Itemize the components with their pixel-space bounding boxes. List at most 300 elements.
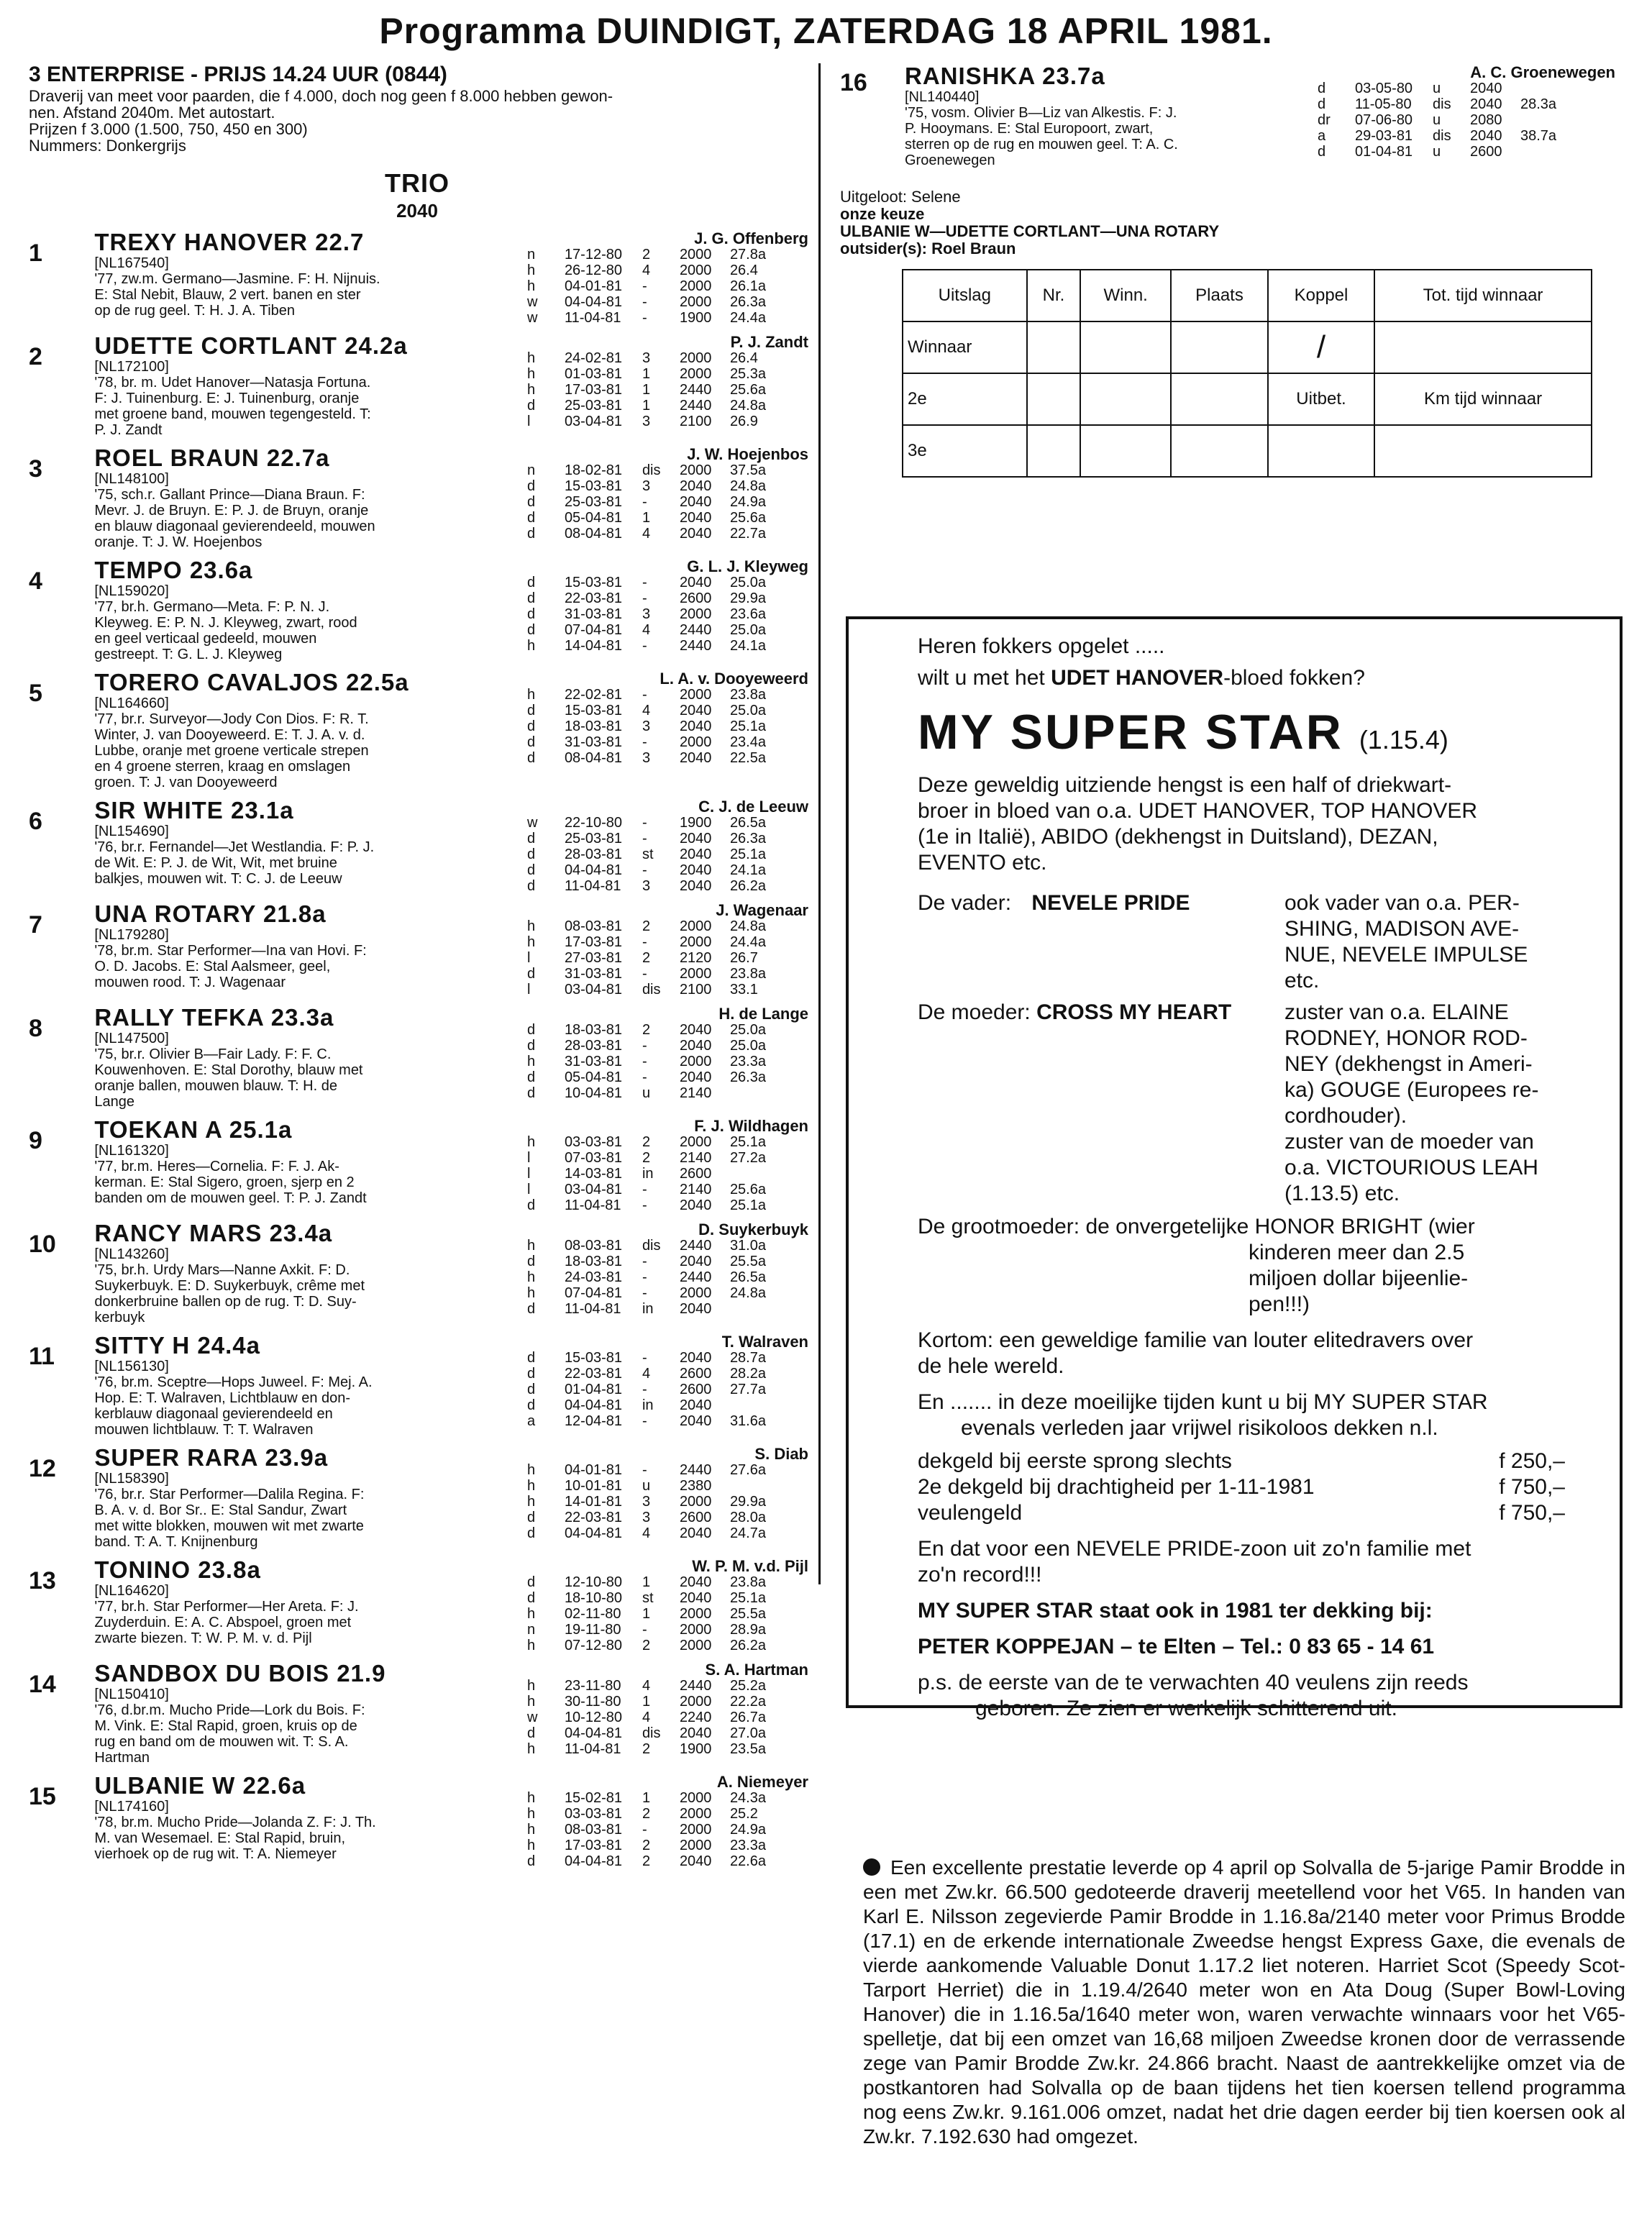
horse-entry xyxy=(29,901,813,998)
result-header-cell: Nr. xyxy=(1027,270,1081,321)
stud-advertisement xyxy=(846,616,1623,1720)
result-track: h xyxy=(526,1678,536,1694)
dam-line: ka) GOUGE (Europees re- xyxy=(1284,1078,1539,1102)
result-date: 30-11-80 xyxy=(564,1694,621,1710)
result-date: 18-03-81 xyxy=(564,1254,622,1269)
horse-number: 6 xyxy=(29,808,42,835)
result-line xyxy=(527,982,813,998)
result-line xyxy=(527,831,813,847)
horse-driver: G. L. J. Kleyweg xyxy=(687,557,808,575)
result-distance: 2000 xyxy=(679,1494,712,1510)
result-distance: 2000 xyxy=(679,1606,712,1622)
result-distance: 2040 xyxy=(679,494,712,510)
result-position: - xyxy=(642,1382,647,1397)
horse-name: ULBANIE W 22.6a xyxy=(94,1772,306,1799)
ad-headline: Heren fokkers opgelet ..... xyxy=(918,634,1165,658)
ad-dam xyxy=(918,1000,1598,1207)
result-track: d xyxy=(526,575,536,590)
result-date: 22-10-80 xyxy=(564,815,622,831)
horse-name: RALLY TEFKA 23.3a xyxy=(94,1004,334,1031)
result-track: a xyxy=(1318,128,1326,144)
result-distance: 2600 xyxy=(679,590,712,606)
result-line xyxy=(527,526,813,542)
horse-entry xyxy=(29,1005,813,1110)
result-distance: 2040 xyxy=(679,1590,712,1606)
result-line xyxy=(527,1366,813,1382)
result-track: d xyxy=(526,718,536,734)
result-time: 25.1a xyxy=(729,718,766,734)
result-line xyxy=(527,294,813,310)
result-date: 26-12-80 xyxy=(564,263,622,278)
horse-line: Kouwenhoven. E: Stal Dorothy, blauw met xyxy=(94,1062,363,1078)
result-track: n xyxy=(526,247,536,263)
horse-line: '78, br. m. Udet Hanover—Natasja Fortuna. xyxy=(94,375,371,391)
result-position: 2 xyxy=(642,1853,651,1869)
result-date: 27-03-81 xyxy=(564,950,622,966)
result-track: d xyxy=(526,1574,536,1590)
result-distance: 2000 xyxy=(679,366,712,382)
result-date: 31-03-81 xyxy=(564,1054,622,1069)
horse-line: balkjes, mouwen wit. T: C. J. de Leeuw xyxy=(94,871,342,887)
result-line xyxy=(527,414,813,429)
result-time: 25.1a xyxy=(729,1590,766,1606)
result-date: 18-03-81 xyxy=(564,1022,622,1038)
horse-line: rug en band om de mouwen wit. T: S. A. xyxy=(94,1734,349,1750)
result-time: 24.7a xyxy=(729,1525,766,1541)
result-date: 04-04-81 xyxy=(564,1853,622,1869)
horse-line: met groene band, mouwen tegengesteld. T: xyxy=(94,406,371,422)
horse-line: Kleyweg. E: P. N. J. Kleyweg, zwart, rood xyxy=(94,615,357,631)
sire-label: De vader: xyxy=(918,891,1012,915)
result-date: 04-04-81 xyxy=(564,1725,622,1741)
result-date: 31-03-81 xyxy=(564,966,622,982)
horse-name: RANCY MARS 23.4a xyxy=(94,1220,333,1246)
result-position: - xyxy=(642,1269,647,1285)
result-cell xyxy=(1171,373,1268,425)
result-date: 25-03-81 xyxy=(564,831,622,847)
result-line xyxy=(527,1590,813,1606)
result-line xyxy=(527,622,813,638)
result-cell xyxy=(1268,425,1374,477)
granddam-line: kinderen meer dan 2.5 xyxy=(1249,1241,1465,1264)
result-date: 01-04-81 xyxy=(1355,144,1413,160)
result-line xyxy=(527,590,813,606)
result-track: h xyxy=(526,263,536,278)
horse-number: 12 xyxy=(29,1455,56,1482)
horse-line: [NL147500] xyxy=(94,1031,169,1046)
result-position: - xyxy=(642,278,647,294)
horse-list xyxy=(29,229,813,1869)
result-track: h xyxy=(526,1806,536,1822)
result-time: 26.4 xyxy=(729,350,758,366)
result-position: u xyxy=(1433,144,1441,160)
result-position: in xyxy=(642,1166,654,1182)
result-time: 27.6a xyxy=(729,1462,766,1478)
result-time: 28.0a xyxy=(729,1510,766,1525)
result-position: - xyxy=(642,1622,647,1638)
result-date: 05-04-81 xyxy=(564,1069,622,1085)
stallion-name: MY SUPER STAR xyxy=(918,705,1343,759)
price-value: f 250,– xyxy=(1499,1449,1565,1473)
horse-line: zwarte biezen. T: W. P. M. v. d. Pijl xyxy=(94,1630,312,1646)
result-time: 26.1a xyxy=(729,278,766,294)
result-track: h xyxy=(526,366,536,382)
result-time: 31.6a xyxy=(729,1413,766,1429)
result-line xyxy=(527,494,813,510)
result-line xyxy=(527,918,813,934)
horse-line: de Wit. E: P. J. de Wit, Wit, met bruine xyxy=(94,855,337,871)
result-track: h xyxy=(526,1478,536,1494)
sire-name: NEVELE PRIDE xyxy=(1031,891,1190,915)
ad-question-part: -bloed fokken? xyxy=(1223,666,1365,690)
result-date: 23-11-80 xyxy=(564,1678,621,1694)
result-time xyxy=(1520,81,1585,96)
result-date: 12-10-80 xyxy=(564,1574,622,1590)
page-title: Programma DUINDIGT, ZATERDAG 18 APRIL 1981. xyxy=(379,11,1273,51)
result-row-label: 3e xyxy=(903,425,1027,477)
result-track: n xyxy=(526,1622,536,1638)
result-distance: 2040 xyxy=(679,1197,712,1213)
horse-line: '77, zw.m. Germano—Jasmine. F: H. Nijnuis. xyxy=(94,271,380,287)
result-position: - xyxy=(642,1254,647,1269)
column-divider xyxy=(818,63,821,1584)
horse-details xyxy=(94,1005,523,1110)
result-header-cell: Plaats xyxy=(1171,270,1268,321)
result-position: 4 xyxy=(642,1710,651,1725)
result-position: 4 xyxy=(642,622,651,638)
result-time: 25.2 xyxy=(729,1806,758,1822)
horse-entry xyxy=(29,1773,813,1869)
result-line xyxy=(527,750,813,766)
result-track: d xyxy=(526,831,536,847)
result-date: 07-12-80 xyxy=(564,1638,622,1653)
horse-line: '77, br.m. Heres—Cornelia. F: F. J. Ak- xyxy=(94,1159,339,1174)
result-date: 11-04-81 xyxy=(564,1301,621,1317)
horse-driver: T. Walraven xyxy=(721,1333,808,1351)
result-date: 14-01-81 xyxy=(564,1494,622,1510)
result-position: 3 xyxy=(642,1494,651,1510)
result-date: 15-03-81 xyxy=(564,575,622,590)
result-distance: 2040 xyxy=(679,510,712,526)
horse-line: [NL164660] xyxy=(94,695,169,711)
result-line xyxy=(527,687,813,703)
result-time: 26.2a xyxy=(729,1638,766,1653)
result-time: 22.5a xyxy=(729,750,766,766)
horse-name: SIR WHITE 23.1a xyxy=(94,797,294,823)
result-header-cell: Uitslag xyxy=(903,270,1027,321)
result-cell xyxy=(1027,321,1081,373)
ad-question-horse: UDET HANOVER xyxy=(1051,666,1224,690)
result-distance: 2000 xyxy=(679,918,712,934)
horse-entry-16 xyxy=(840,63,1624,168)
result-time: 23.8a xyxy=(729,1574,766,1590)
result-position: - xyxy=(642,966,647,982)
result-time xyxy=(1520,112,1585,128)
horse-details xyxy=(94,557,523,662)
result-date: 28-03-81 xyxy=(564,847,622,862)
result-position: - xyxy=(642,1182,647,1197)
horse-name: TREXY HANOVER 22.7 xyxy=(94,229,365,255)
result-position: 3 xyxy=(642,878,651,894)
dam-label: De moeder: xyxy=(918,1000,1031,1024)
horse-line: en blauw diagonaal gevierendeeld, mouwen xyxy=(94,519,375,534)
result-position: 3 xyxy=(642,1510,651,1525)
result-position: 4 xyxy=(642,526,651,542)
ad-offer: En ....... in deze moeilijke tijden kunt u bij MY SUPER STAR xyxy=(918,1390,1488,1414)
ad-standing: MY SUPER STAR staat ook in 1981 ter dekking bij: xyxy=(918,1599,1433,1623)
result-track: d xyxy=(526,494,536,510)
result-date: 08-03-81 xyxy=(564,1822,622,1838)
result-track: d xyxy=(526,1301,536,1317)
race-desc-line: Draverij van meet voor paarden, die f 4.000, doch nog geen f 8.000 hebben gewon- xyxy=(29,87,613,105)
horse-line: banden om de mouwen geel. T: P. J. Zandt xyxy=(94,1190,367,1206)
result-distance: 2440 xyxy=(679,382,712,398)
result-time xyxy=(730,1085,795,1101)
result-date: 11-04-81 xyxy=(564,1197,621,1213)
result-time: 23.6a xyxy=(729,606,766,622)
result-distance: 2040 xyxy=(679,847,712,862)
result-distance: 2000 xyxy=(679,247,712,263)
result-line xyxy=(527,878,813,894)
result-position: 2 xyxy=(642,1150,651,1166)
sire-line: ook vader van o.a. PER- xyxy=(1284,891,1520,915)
sire-line: NUE, NEVELE IMPULSE xyxy=(1284,943,1528,967)
result-position: 2 xyxy=(642,1022,651,1038)
result-distance: 2040 xyxy=(679,1254,712,1269)
result-time: 26.2a xyxy=(729,878,766,894)
result-distance: 2000 xyxy=(679,1285,712,1301)
horse-line: '75, br.r. Olivier B—Fair Lady. F: F. C. xyxy=(94,1046,332,1062)
result-track: d xyxy=(526,622,536,638)
result-distance: 2080 xyxy=(1470,112,1502,128)
result-time: 25.6a xyxy=(729,510,766,526)
result-track: d xyxy=(526,847,536,862)
result-line xyxy=(527,1494,813,1510)
result-line xyxy=(527,1085,813,1101)
result-date: 08-04-81 xyxy=(564,750,622,766)
horse-details xyxy=(94,798,523,894)
result-track: d xyxy=(526,526,536,542)
result-position: st xyxy=(642,1590,654,1606)
result-distance: 1900 xyxy=(679,815,712,831)
keuze-line: ULBANIE W—UDETTE CORTLANT—UNA ROTARY xyxy=(840,222,1220,240)
horse-entry xyxy=(29,557,813,662)
result-line xyxy=(527,575,813,590)
result-track: h xyxy=(526,687,536,703)
result-line xyxy=(527,1413,813,1429)
result-position: - xyxy=(642,294,647,310)
result-track: h xyxy=(526,1638,536,1653)
horse-results xyxy=(527,901,813,998)
granddam-line: miljoen dollar bijeenlie- xyxy=(1249,1267,1469,1290)
result-track: h xyxy=(526,1694,536,1710)
result-position: 1 xyxy=(642,398,651,414)
horse-line: Hartman xyxy=(94,1750,150,1766)
horse-line: [NL174160] xyxy=(94,1799,169,1815)
result-position: 2 xyxy=(642,1134,651,1150)
result-line xyxy=(527,815,813,831)
result-line xyxy=(527,1054,813,1069)
horse-driver: L. A. v. Dooyeweerd xyxy=(660,670,808,688)
result-track: d xyxy=(526,1022,536,1038)
horse-line: [NL150410] xyxy=(94,1687,169,1702)
result-time: 22.6a xyxy=(729,1853,766,1869)
result-track: h xyxy=(526,278,536,294)
result-position: 1 xyxy=(642,1574,651,1590)
result-time: 24.4a xyxy=(729,310,766,326)
result-date: 03-04-81 xyxy=(564,1182,622,1197)
result-distance: 2100 xyxy=(679,414,712,429)
result-line xyxy=(527,1269,813,1285)
result-table xyxy=(902,269,1592,478)
result-position: - xyxy=(642,494,647,510)
result-line xyxy=(527,1382,813,1397)
result-position: - xyxy=(642,1350,647,1366)
result-time: 23.8a xyxy=(729,966,766,982)
horse-line: O. D. Jacobs. E: Stal Aalsmeer, geel, xyxy=(94,959,331,975)
sire-label-block xyxy=(918,890,1284,994)
horse-entry xyxy=(29,1333,813,1438)
result-position: 2 xyxy=(642,1638,651,1653)
result-date: 19-11-80 xyxy=(564,1622,621,1638)
horse-results xyxy=(527,1117,813,1213)
result-track: h xyxy=(526,1741,536,1757)
result-distance: 2040 xyxy=(679,703,712,718)
horse-line: donkerbruine ballen op de rug. T: D. Suy- xyxy=(94,1294,357,1310)
result-track: d xyxy=(526,1725,536,1741)
race-prizes: Prijzen f 3.000 (1.500, 750, 450 en 300) xyxy=(29,120,308,138)
result-position: - xyxy=(642,575,647,590)
result-distance: 2000 xyxy=(679,350,712,366)
result-track: d xyxy=(526,862,536,878)
horse-line: oranje ballen, mouwen blauw. T: H. de xyxy=(94,1078,337,1094)
result-distance: 2040 xyxy=(679,1574,712,1590)
price-label: 2e dekgeld bij drachtigheid per 1-11-1981 xyxy=(918,1475,1315,1499)
result-line xyxy=(527,1853,813,1869)
result-position: - xyxy=(642,1197,647,1213)
horse-line: Lange xyxy=(94,1094,134,1110)
horse-name: UDETTE CORTLANT 24.2a xyxy=(94,332,408,359)
result-line xyxy=(527,1574,813,1590)
result-time: 22.2a xyxy=(729,1694,766,1710)
price-label: veulengeld xyxy=(918,1501,1023,1525)
dam-line: zuster van o.a. ELAINE xyxy=(1284,1000,1509,1024)
ad-question-part: wilt u met het xyxy=(918,666,1051,690)
right-column xyxy=(840,63,1624,478)
horse-line: M. Vink. E: Stal Rapid, groen, kruis op de xyxy=(94,1718,357,1734)
result-position: 4 xyxy=(642,1525,651,1541)
result-position: 4 xyxy=(642,703,651,718)
horse-line: band. T: A. T. Knijnenburg xyxy=(94,1534,258,1550)
result-distance: 2000 xyxy=(679,734,712,750)
result-track: h xyxy=(526,1822,536,1838)
news-item xyxy=(863,1856,1625,2149)
result-table-row xyxy=(903,425,1592,477)
horse-line: [NL161320] xyxy=(94,1143,169,1159)
result-time: 26.3a xyxy=(729,831,766,847)
result-track: w xyxy=(526,1710,538,1725)
result-line xyxy=(527,1741,813,1757)
result-line xyxy=(527,1806,813,1822)
ad-contact: PETER KOPPEJAN – te Elten – Tel.: 0 83 65 - 14 61 xyxy=(918,1635,1435,1658)
result-time xyxy=(730,1301,795,1317)
horse-name: TORERO CAVALJOS 22.5a xyxy=(94,669,409,695)
horse-details xyxy=(94,1117,523,1213)
horse-driver: A. Niemeyer xyxy=(716,1773,808,1791)
result-position: in xyxy=(642,1397,654,1413)
result-line xyxy=(527,1197,813,1213)
result-line xyxy=(527,934,813,950)
result-time: 23.8a xyxy=(729,687,766,703)
result-track: d xyxy=(526,478,536,494)
ad-paragraph: Deze geweldig uitziende hengst is een half of driekwart- xyxy=(918,773,1452,797)
result-time: 25.0a xyxy=(729,703,766,718)
result-time: 25.6a xyxy=(729,1182,766,1197)
result-header-cell: Koppel xyxy=(1268,270,1374,321)
result-line xyxy=(527,966,813,982)
horse-line: '77, br.h. Star Performer—Her Areta. F: J. xyxy=(94,1599,359,1615)
result-date: 15-03-81 xyxy=(564,478,622,494)
horse-line: '76, br.m. Sceptre—Hops Juweel. F: Mej. A. xyxy=(94,1374,373,1390)
result-date: 04-04-81 xyxy=(564,862,622,878)
result-line xyxy=(527,862,813,878)
result-position: dis xyxy=(1433,128,1451,144)
result-distance: 2240 xyxy=(679,1710,712,1725)
result-line xyxy=(1318,81,1620,96)
result-position: - xyxy=(642,1069,647,1085)
result-position: 2 xyxy=(642,1838,651,1853)
result-date: 15-02-81 xyxy=(564,1790,622,1806)
result-line xyxy=(527,703,813,718)
result-line xyxy=(527,1166,813,1182)
result-track: h xyxy=(526,638,536,654)
result-distance: 2380 xyxy=(679,1478,712,1494)
horse-number: 11 xyxy=(29,1343,55,1370)
result-time: 24.8a xyxy=(729,398,766,414)
result-distance: 2440 xyxy=(679,1678,712,1694)
dam-line: RODNEY, HONOR ROD- xyxy=(1284,1026,1528,1050)
horse-results xyxy=(527,1445,813,1550)
result-date: 24-03-81 xyxy=(564,1269,622,1285)
result-track: h xyxy=(526,1238,536,1254)
result-distance: 2040 xyxy=(1470,96,1502,112)
horse-number: 8 xyxy=(29,1015,42,1042)
result-track: d xyxy=(526,1510,536,1525)
result-line xyxy=(527,1606,813,1622)
result-cell xyxy=(1080,373,1171,425)
horse-line: op de rug geel. T: H. J. A. Tiben xyxy=(94,303,296,319)
price-value: f 750,– xyxy=(1499,1475,1565,1499)
horse-number: 10 xyxy=(29,1231,56,1258)
horse-driver: J. Wagenaar xyxy=(716,901,808,919)
result-date: 17-03-81 xyxy=(564,934,622,950)
result-line xyxy=(527,478,813,494)
result-track: l xyxy=(526,950,531,966)
horse-line: mouwen rood. T: J. Wagenaar xyxy=(94,975,286,990)
horse-line: M. van Wesemael. E: Stal Rapid, bruin, xyxy=(94,1830,345,1846)
result-date: 08-04-81 xyxy=(564,526,622,542)
horse-line: [NL164620] xyxy=(94,1583,169,1599)
ad-paragraph: (1e in Italië), ABIDO (dekhengst in Duitsland), DEZAN, xyxy=(918,825,1438,849)
result-line xyxy=(527,1238,813,1254)
horse-name: SUPER RARA 23.9a xyxy=(94,1444,329,1471)
horse-details xyxy=(94,901,523,998)
result-position: u xyxy=(642,1478,651,1494)
result-line xyxy=(527,1069,813,1085)
result-time: 28.9a xyxy=(729,1622,766,1638)
result-distance: 2000 xyxy=(679,1790,712,1806)
horse-name: TONINO 23.8a xyxy=(94,1556,261,1583)
